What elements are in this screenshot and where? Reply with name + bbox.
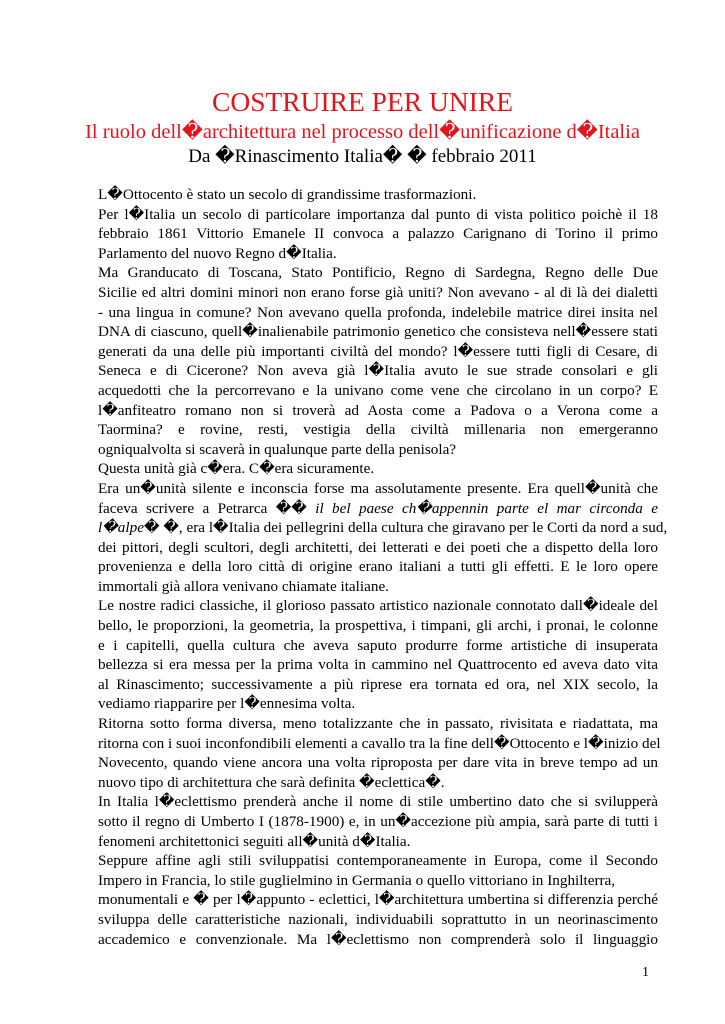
text-line: ritorna con i suoi inconfondibili elementi a cavallo tra la fine dell�Ottocento e l�inizio del [98,734,661,752]
text-line: accademico e convenzionale. Ma l�eclettismo non comprenderà solo il linguaggio [98,930,658,948]
text-line: Ritorna sotto forma diversa, meno totalizzante che in passato, rivisitata e riadattata, ma [98,715,658,733]
text-line: monumentali e � per l�appunto - eclettici, l�architettura umbertina si differenzia perché [98,891,658,909]
text-line: provenienza e della loro città di origine erano italiani a tutti gli effetti. E le loro opere [98,558,658,576]
text-line-petrarca-quote [98,499,658,519]
text-line: L�Ottocento è stato un secolo di grandissime trasformazioni. [98,186,477,203]
text-line: In Italia l�eclettismo prenderà anche il nome di stile umbertino dato che si svilupperà [98,793,658,811]
quote-mark-close: � � [143,519,179,537]
text-line: vediamo riapparire per l�ennesima volta. [98,695,356,713]
text-line: Ma Granducato di Toscana, Stato Pontificio, Regno di Sardegna, Regno delle Due [98,264,658,282]
text-line: al Rinascimento; successivamente a più riprese era tornata ed ora, nel XIX secolo, la [98,675,658,693]
text-line: Era un�unità silente e inconscia forse ma assolutamente presente. Era quell�unità che [98,479,658,497]
text-line: generati da una delle più importanti civiltà del mondo? l�essere tutti figli di Cesare, di [98,342,658,360]
text-line: e i capitelli, quella cultura che aveva saputo produrre forme artistiche di insuperata [98,636,658,654]
text-line: Questa unità già c�era. C�era sicuramente. [98,460,375,478]
text-line: bellezza si era messa per la prima volta in cammino nel Quattrocento ed aveva dato vita [98,656,658,674]
text-run: faceva scrivere a Petrarca [98,499,276,517]
quote-mark-open: �� [275,499,316,517]
text-line: febbraio 1861 Vittorio Emanele II convoca a palazzo Carignano di Torino il primo [98,225,658,243]
document-title: COSTRUIRE PER UNIRE [212,86,513,117]
text-line: bello, le proporzioni, la geometria, la prospettiva, i timpani, gli archi, i pronai, le colonne [98,617,658,635]
text-line: l�anfiteatro romano non si troverà ad Aosta come a Padova o a Verona come a [98,401,658,419]
petrarca-quote-italic: il bel paese ch�appennin parte el mar circonda e [315,499,658,517]
page-number: 1 [642,965,649,980]
text-line: Impero in Francia, lo stile guglielmino in Germania o quello vittoriano in Inghilterra, [98,871,616,889]
text-line: dei pittori, degli scultori, degli architetti, dei letterati e dei poeti che a dispetto della loro [98,538,658,556]
text-line: Seppure affine agli stili sviluppatisi contemporaneamente in Europa, come il Secondo [98,852,658,870]
text-line: ogniqualvolta si scaverà in qualunque parte della penisola? [98,440,457,458]
text-line: fenomeni architettonici seguiti all�unità d�Italia. [98,832,411,850]
text-line: Novecento, quando viene ancora una volta riproposta per dare vita in breve tempo ad un [98,754,658,772]
text-line: sviluppa delle caratteristiche nazionali, individuabili soprattutto in un neorinascimento [98,910,658,928]
text-line: immortali già allora venivano chiamate italiane. [98,577,389,595]
text-line: Le nostre radici classiche, il glorioso passato artistico nazionale connotato dall�ideale del [98,597,658,615]
text-line: Sicilie ed altri domini minori non erano forse già uniti? Non avevano - al di là dei dialetti [98,283,658,301]
text-line-petrarca-quote-end [98,518,668,538]
text-line: DNA di ciascuno, quell�inalienabile patrimonio genetico che consisteva nell�essere stati [98,323,658,341]
text-line: Parlamento del nuovo Regno d�Italia. [98,244,337,262]
petrarca-quote-italic-end: l�alpe [98,519,144,537]
text-run: , era l�Italia dei pellegrini della cultura che giravano per le Corti da nord a sud, [178,519,668,537]
text-line: nuovo tipo di architettura che sarà definita �eclettica�. [98,773,445,791]
text-line: Seneca e di Cicerone? Non aveva già l�Italia avuto le sue strade consolari e gli [98,362,658,380]
document-body [98,185,668,949]
document-subtitle: Il ruolo dell�architettura nel processo dell�unificazione d�Italia [85,121,640,143]
document-source-line: Da �Rinascimento Italia� � febbraio 2011 [188,146,537,167]
text-line: acquedotti che la percorrevano e la univano come vene che circolano in un corpo? E [98,381,658,399]
text-line: sotto il regno di Umberto I (1878-1900) e, in un�accezione più ampia, sarà parte di tutti i [98,813,658,830]
text-line: Taormina? e rovine, resti, vestigia della civiltà millenaria non emergeranno [98,421,658,439]
text-line: Per l�Italia un secolo di particolare importanza dal punto di vista politico poichè il 18 [98,205,658,223]
text-line: - una lingua in comune? Non avevano quella profonda, indelebile matrice direi insita nel [98,303,658,321]
